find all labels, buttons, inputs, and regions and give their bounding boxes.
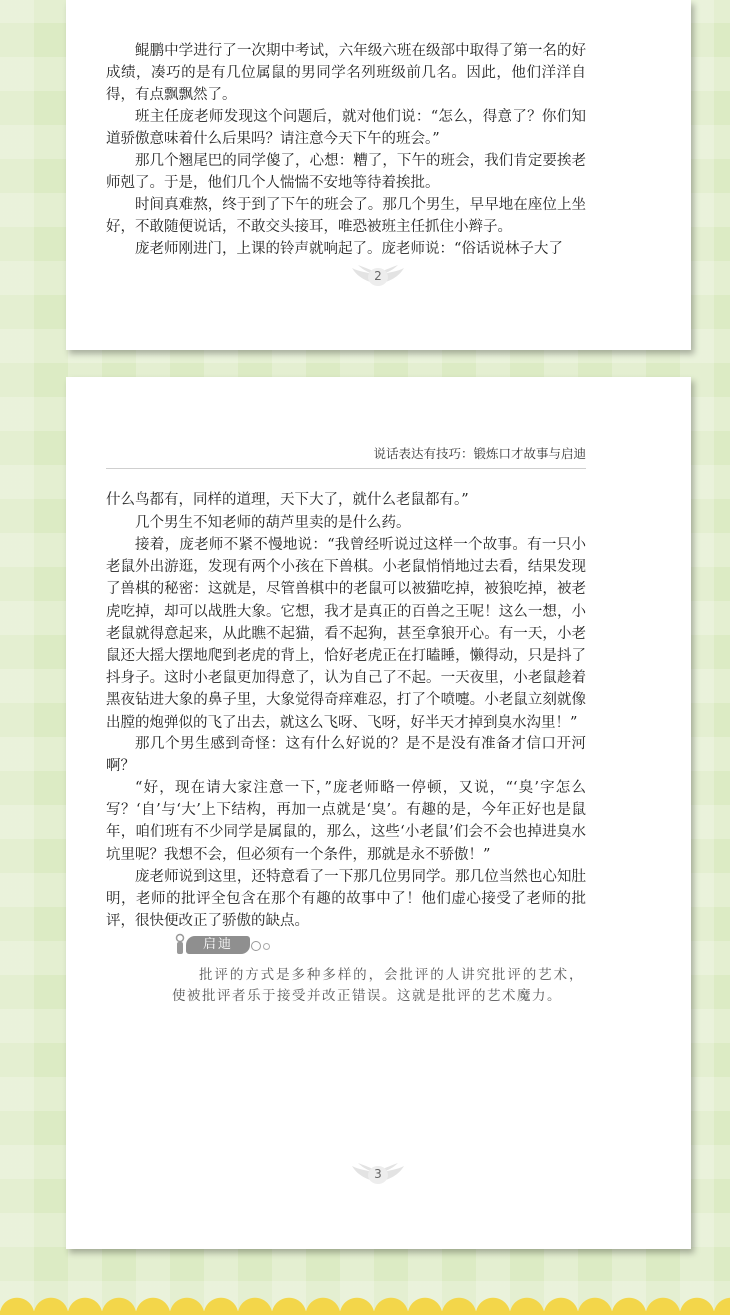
paragraph: 几个男生不知老师的葫芦里卖的是什么药。	[135, 515, 411, 531]
paragraph: 那几个翘尾巴的同学傻了，心想：糟了，下午的班会，我们肯定要挨老师剋了。于是，他们几个人惴惴不安地等待着挨批。	[106, 153, 586, 192]
circle-icon	[263, 943, 270, 950]
page-number-text: 3	[374, 1167, 382, 1181]
paragraph: 什么鸟都有，同样的道理，天下大了，就什么老鼠都有。”	[106, 492, 469, 508]
page-number-text: 2	[374, 269, 382, 283]
paragraph: 那几个男生感到奇怪：这有什么好说的？是不是没有准备才信口开河啊？	[106, 736, 586, 775]
paragraph: “好，现在请大家注意一下，”庞老师略一停顿，又说，“‘臭’字怎么写？‘自’与‘大’上下结构，再加一点就是‘臭’。有趣的是，今年正好也是鼠年，咱们班有不少同学是属鼠的，那么，这些‘小老鼠’们会不会也掉进臭水坑里呢？我想不会，但必须有一个条件，那就是永不骄傲！”	[106, 780, 586, 863]
circle-icon	[251, 941, 261, 951]
page-number	[348, 262, 408, 290]
paragraph: 庞老师刚进门，上课的铃声就响起了。庞老师说：“俗话说林子大了	[135, 241, 563, 257]
hook-icon	[174, 933, 186, 955]
page-number	[348, 1160, 408, 1188]
paragraph: 时间真难熬，终于到了下午的班会了。那几个男生，早早地在座位上坐好，不敢随便说话，不敢交头接耳，唯恐被班主任抓住小辫子。	[106, 197, 586, 236]
scalloped-border-base	[0, 1311, 730, 1315]
paragraph: 鲲鹏中学进行了一次期中考试，六年级六班在级部中取得了第一名的好成绩，凑巧的是有几位属鼠的男同学名列班级前几名。因此，他们洋洋自得，有点飘飘然了。	[106, 43, 586, 104]
running-header: 说话表达有技巧：锻炼口才故事与启迪	[106, 444, 586, 469]
paragraph: 庞老师说到这里，还特意看了一下那几位男同学。那几位当然也心知肚明，老师的批评全包含在那个有趣的故事中了！他们虚心接受了老师的批评，很快便改正了骄傲的缺点。	[106, 869, 586, 930]
qidi-text: 批评的方式是多种多样的，会批评的人讲究批评的艺术，使被批评者乐于接受并改正错误。这就是批评的艺术魔力。	[172, 967, 584, 1004]
qidi-section-header	[172, 933, 292, 957]
paragraph: 班主任庞老师发现这个问题后，就对他们说：“怎么，得意了？你们知道骄傲意味着什么后果吗？请注意今天下午的班会。”	[106, 109, 586, 148]
paragraph: 接着，庞老师不紧不慢地说：“我曾经听说过这样一个故事。有一只小老鼠外出游逛，发现有两个小孩在下兽棋。小老鼠悄悄地过去看，结果发现了兽棋的秘密：这就是，尽管兽棋中的老鼠可以被猫吃掉，被狼吃掉，被老虎吃掉，却可以战胜大象。它想，我才是真正的百兽之王呢！这么一想，小老鼠就得意起来，从此瞧不起猫，看不起狗，甚至拿狼开心。有一天，小老鼠还大摇大摆地爬到老虎的背上，恰好老虎正在打瞌睡，懒得动，只是抖了抖身子。这时小老鼠更加得意了，认为自己了不起。一天夜里，小老鼠趁着黑夜钻进大象的鼻子里，大象觉得奇痒难忍，打了个喷嚏。小老鼠立刻就像出膛的炮弹似的飞了出去，就这么飞呀、飞呀，好半天才掉到臭水沟里！”	[106, 537, 586, 731]
qidi-label: 启迪	[186, 936, 250, 954]
